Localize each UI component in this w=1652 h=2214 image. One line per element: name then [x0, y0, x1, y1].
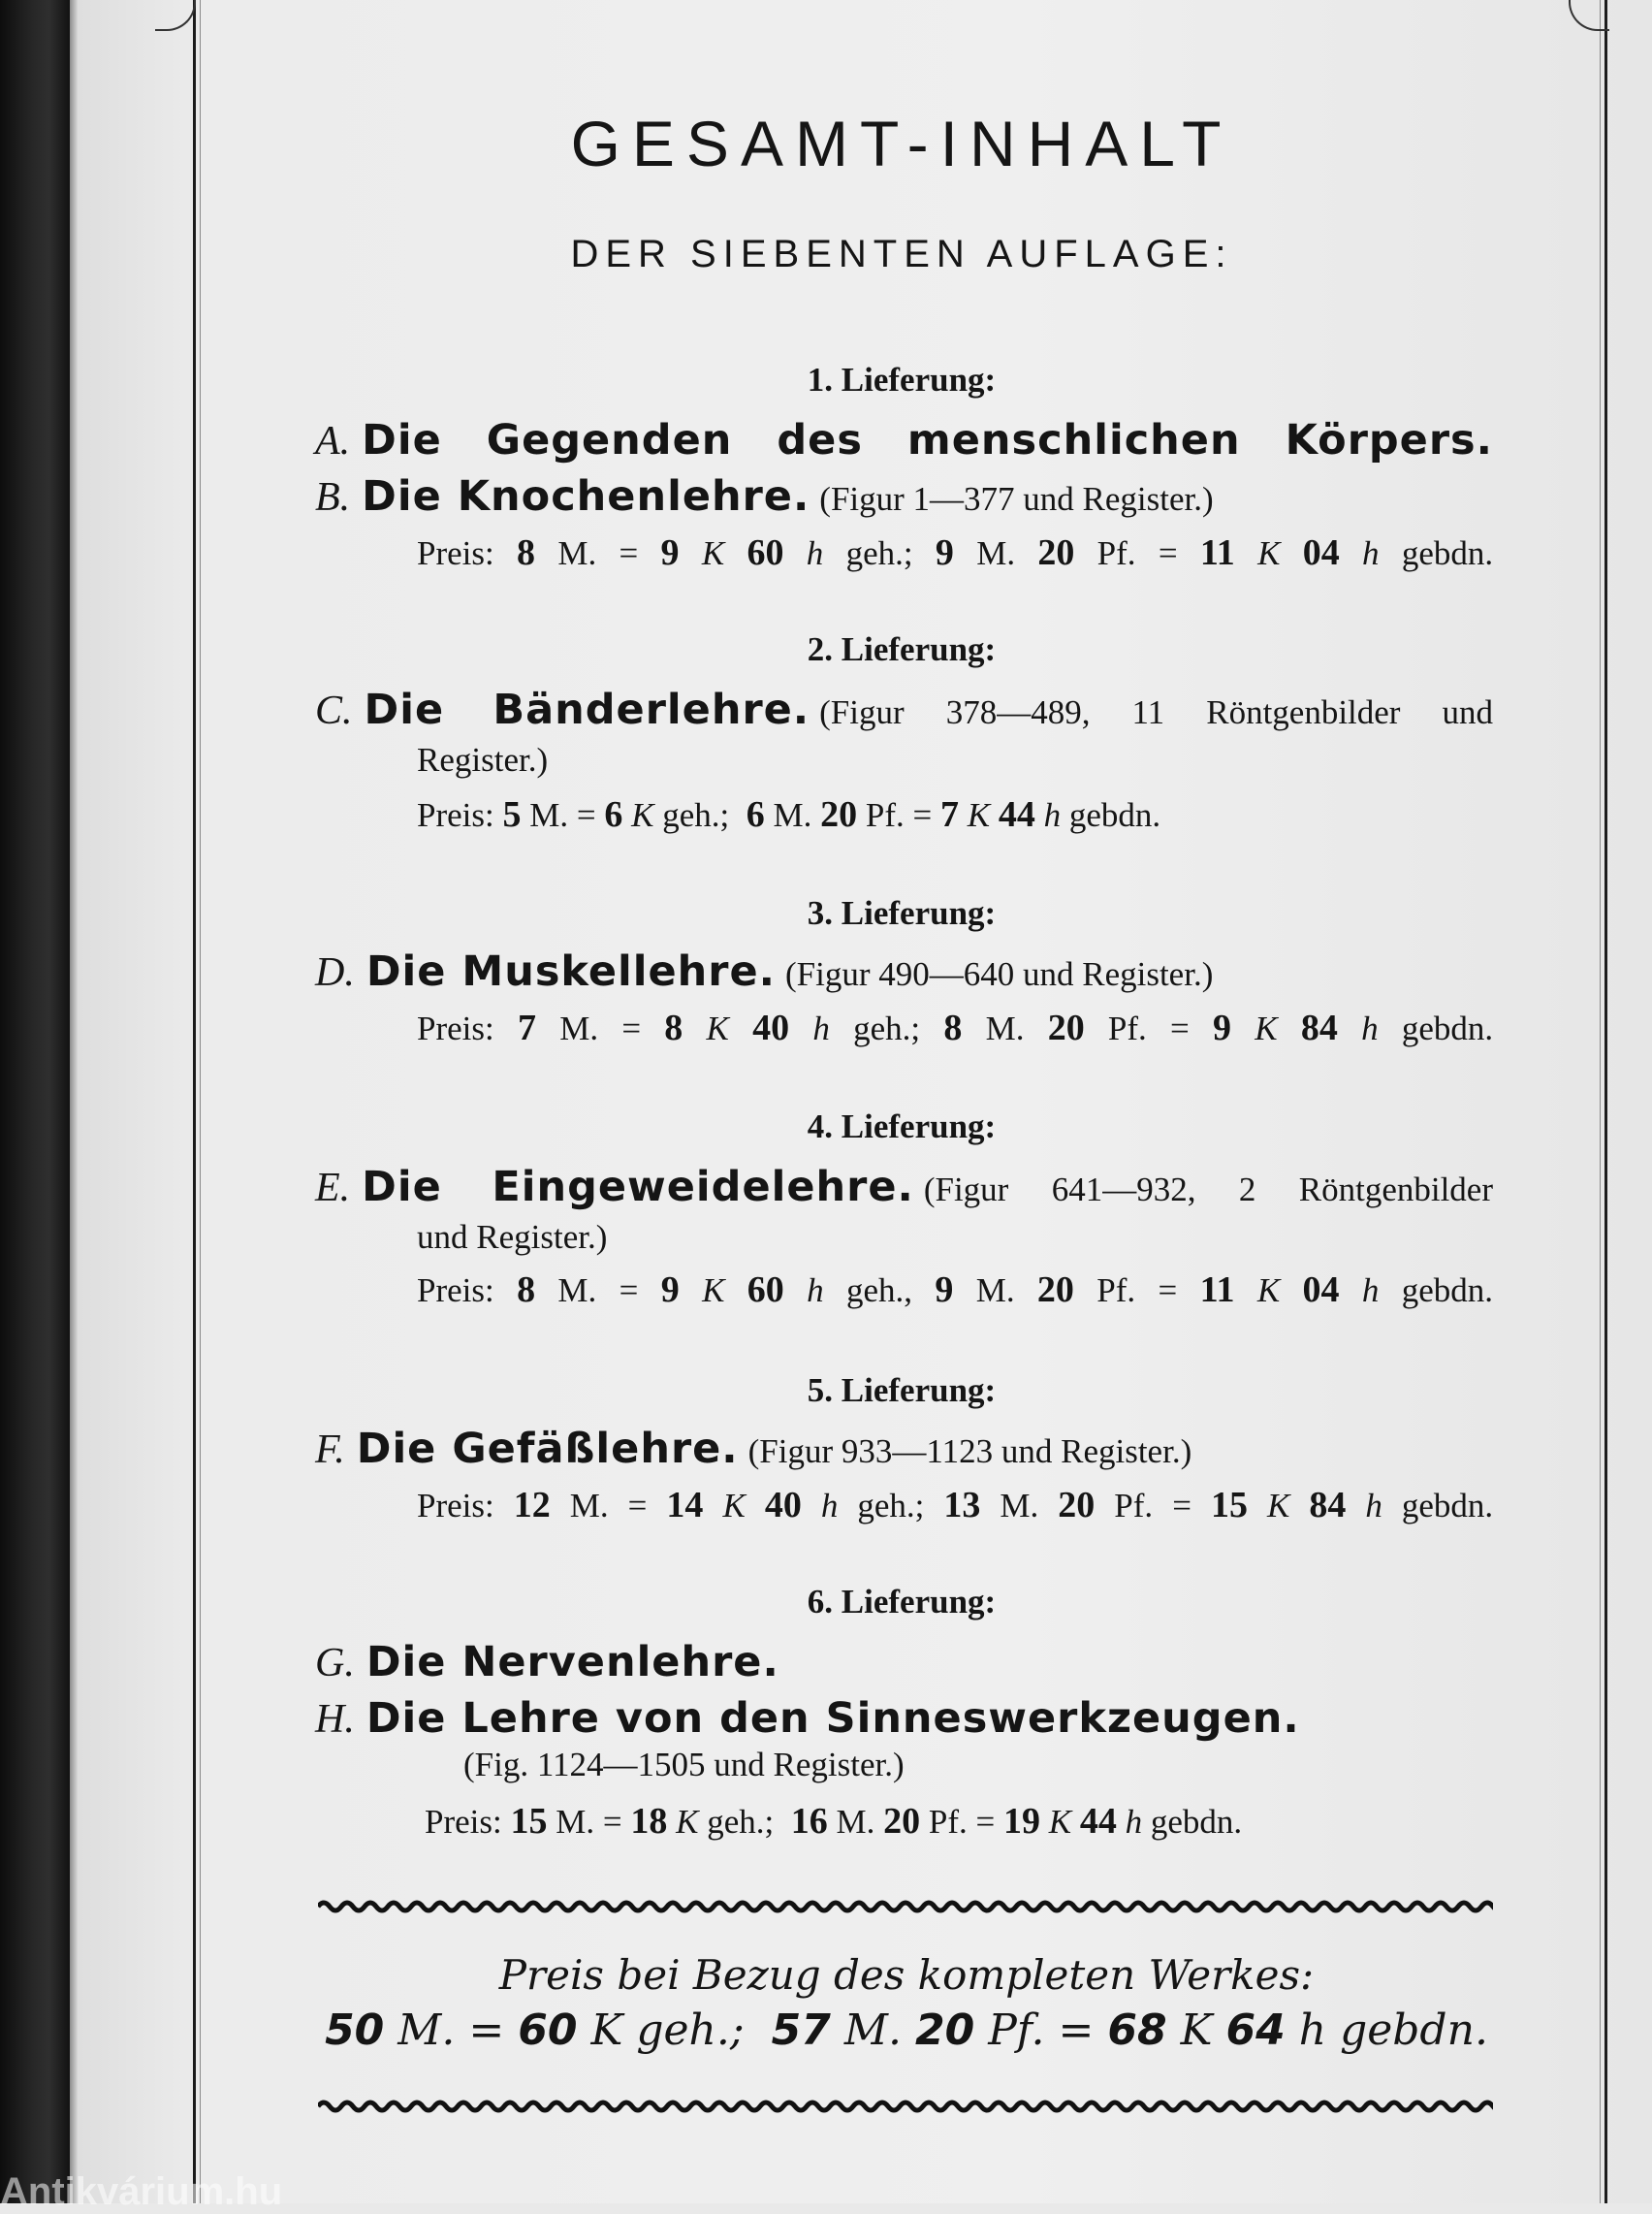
entry-figures: (Figur 490—640 und Register.) [784, 955, 1214, 993]
unit-m: M. [836, 1803, 875, 1841]
geh-label: geh.; [636, 2005, 745, 2055]
unit-m: M. [556, 1803, 595, 1841]
entry-title: Die Muskellehre. [365, 947, 776, 996]
lieferung-heading-3: 3. Lieferung: [807, 894, 997, 932]
unit-m: M. [569, 1487, 609, 1524]
unit-h: h [812, 1010, 830, 1047]
total-k-geh: 60 [518, 2005, 578, 2055]
unit-m: M. [1000, 1487, 1039, 1524]
entry-title: Die Gegenden des menschlichen Körpers. [362, 416, 1493, 465]
price-line-2 [417, 793, 1493, 836]
unit-k: K [1180, 2005, 1213, 2055]
entry-title: Die Knochenlehre. [362, 472, 810, 521]
price-m-gebdn: 6 [746, 794, 765, 835]
entry-figures: (Figur 378—489, 11 Röntgenbilder und [819, 693, 1493, 731]
price-pf-gebdn: 20 [1036, 1269, 1074, 1310]
unit-pf: Pf. [1096, 1271, 1136, 1309]
equals: = [576, 796, 596, 834]
equals: = [1058, 2005, 1095, 2055]
page-frame-left [193, 0, 196, 2203]
entry-letter: E. [315, 1166, 351, 1210]
price-m-gebdn: 9 [935, 1269, 954, 1310]
wavy-rule-bottom [318, 2095, 1493, 2118]
price-k-gebdn: 9 [1213, 1008, 1232, 1048]
entry-letter: D. [315, 950, 355, 995]
total-price-line [320, 2005, 1493, 2055]
lieferung-heading-1: 1. Lieferung: [807, 361, 997, 399]
price-m-gebdn: 8 [943, 1008, 963, 1048]
unit-pf: Pf. [1096, 534, 1136, 572]
price-m-geh: 15 [510, 1801, 548, 1842]
price-pf-gebdn: 20 [1058, 1485, 1096, 1525]
unit-k: K [1255, 1010, 1278, 1047]
price-line-1 [417, 531, 1493, 574]
entry-letter: A. [315, 419, 351, 464]
price-label: Preis: [417, 1010, 494, 1047]
price-m-gebdn: 16 [790, 1801, 828, 1842]
entry-figures: (Figur 641—932, 2 Röntgenbilder [923, 1171, 1493, 1208]
page-frame-right-inner [1600, 0, 1601, 2203]
price-m-geh: 7 [517, 1008, 536, 1048]
price-line-5 [417, 1484, 1493, 1526]
entry-h [315, 1693, 1493, 1743]
unit-m: M. [975, 1271, 1015, 1309]
entry-continuation: und Register.) [417, 1218, 608, 1256]
price-h-gebdn: 44 [998, 794, 1035, 835]
entry-title: Die Lehre von den Sinneswerkzeugen. [365, 1694, 1300, 1743]
unit-k: K [1266, 1487, 1290, 1524]
price-k-gebdn: 11 [1199, 1269, 1235, 1310]
unit-pf: Pf. [928, 1803, 968, 1841]
price-k-gebdn: 19 [1002, 1801, 1040, 1842]
price-m-geh: 8 [517, 532, 536, 573]
equals: = [619, 534, 639, 572]
unit-k: K [1257, 534, 1281, 572]
price-label: Preis: [425, 1803, 502, 1841]
gebdn-label: gebdn. [1150, 1803, 1243, 1841]
gebdn-label: gebdn. [1401, 534, 1494, 572]
entry-letter: C. [315, 689, 353, 733]
price-pf-gebdn: 20 [820, 794, 858, 835]
book-page [78, 0, 1652, 2203]
price-m-gebdn: 9 [935, 532, 954, 573]
price-h-gebdn: 84 [1300, 1008, 1338, 1048]
total-k-gebdn: 68 [1107, 2005, 1167, 2055]
price-h-gebdn: 04 [1302, 1269, 1340, 1310]
gebdn-label: gebdn. [1401, 1010, 1494, 1047]
unit-m: M. [557, 534, 597, 572]
equals: = [627, 1487, 648, 1524]
unit-h: h [1365, 1487, 1382, 1524]
page-frame-left-inner [200, 0, 201, 2203]
entry-continuation: Register.) [417, 741, 549, 779]
price-label: Preis: [417, 796, 494, 834]
entry-title: Die Bänderlehre. [364, 686, 810, 734]
price-m-gebdn: 13 [943, 1485, 981, 1525]
entry-b [315, 471, 1493, 521]
geh-label: geh.; [845, 534, 913, 572]
price-h-geh: 40 [764, 1485, 802, 1525]
unit-k: K [676, 1803, 699, 1841]
price-h-gebdn: 44 [1079, 1801, 1117, 1842]
price-k-gebdn: 15 [1210, 1485, 1248, 1525]
unit-pf: Pf. [988, 2005, 1045, 2055]
unit-k: K [701, 534, 725, 572]
geh-label: geh.; [857, 1487, 925, 1524]
price-pf-gebdn: 20 [883, 1801, 921, 1842]
entry-letter: G. [315, 1641, 355, 1685]
geh-label: geh., [845, 1271, 913, 1309]
price-h-gebdn: 84 [1309, 1485, 1347, 1525]
gebdn-label: gebdn. [1401, 1487, 1494, 1524]
unit-k: K [1256, 1271, 1281, 1309]
price-h-geh: 60 [747, 532, 784, 573]
price-line-6 [425, 1800, 1501, 1843]
price-label: Preis: [417, 534, 494, 572]
unit-m: M. [559, 1010, 599, 1047]
total-h-gebdn: 64 [1225, 2005, 1286, 2055]
price-k-geh: 6 [604, 794, 623, 835]
entry-letter: H. [315, 1697, 355, 1742]
total-m-geh: 50 [325, 2005, 385, 2055]
lieferung-heading-2: 2. Lieferung: [807, 630, 997, 668]
entry-continuation: (Fig. 1124—1505 und Register.) [463, 1746, 905, 1783]
unit-h: h [1125, 1803, 1143, 1841]
unit-m: M. [976, 534, 1016, 572]
unit-k: K [590, 2005, 623, 2055]
page-title: GESAMT-INHALT [570, 108, 1233, 179]
price-pf-gebdn: 20 [1047, 1008, 1085, 1048]
equals: = [1172, 1487, 1191, 1524]
unit-h: h [1043, 796, 1062, 834]
watermark: Antikvárium.hu [0, 2170, 283, 2213]
unit-h: h [1362, 534, 1380, 572]
price-k-geh: 9 [660, 532, 680, 573]
equals: = [621, 1010, 642, 1047]
unit-m: M. [529, 796, 569, 834]
equals: = [602, 1803, 622, 1841]
equals: = [1158, 1271, 1178, 1309]
unit-h: h [820, 1487, 839, 1524]
unit-m: M. [773, 796, 812, 834]
gebdn-label: gebdn. [1340, 2005, 1488, 2055]
gebdn-label: gebdn. [1401, 1271, 1494, 1309]
unit-h: h [1361, 1271, 1380, 1309]
unit-m: M. [843, 2005, 902, 2055]
price-label: Preis: [417, 1487, 494, 1524]
book-spine [0, 0, 70, 2203]
price-m-geh: 8 [517, 1269, 536, 1310]
wavy-rule-top [318, 1895, 1493, 1918]
gebdn-label: gebdn. [1068, 796, 1161, 834]
unit-h: h [1361, 1010, 1379, 1047]
unit-k: K [1048, 1803, 1072, 1841]
price-line-4 [417, 1268, 1493, 1311]
entry-figures: (Figur 933—1123 und Register.) [747, 1432, 1192, 1470]
price-k-gebdn: 7 [939, 794, 959, 835]
geh-label: geh.; [662, 796, 730, 834]
unit-k: K [706, 1010, 729, 1047]
equals: = [468, 2005, 505, 2055]
equals: = [975, 1803, 996, 1841]
price-k-geh: 9 [660, 1269, 680, 1310]
entry-c [315, 685, 1493, 734]
entry-letter: F. [315, 1428, 345, 1472]
price-m-geh: 12 [513, 1485, 551, 1525]
entry-f [315, 1424, 1493, 1473]
page-frame-right [1604, 0, 1607, 2203]
entry-figures: (Figur 1—377 und Register.) [819, 480, 1214, 518]
equals: = [1170, 1010, 1190, 1047]
price-pf-gebdn: 20 [1037, 532, 1075, 573]
unit-m: M. [557, 1271, 597, 1309]
price-h-geh: 40 [752, 1008, 790, 1048]
unit-k: K [702, 1271, 725, 1309]
total-m-gebdn: 57 [771, 2005, 831, 2055]
entry-e [315, 1162, 1493, 1211]
price-h-geh: 60 [747, 1269, 784, 1310]
unit-h: h [1298, 2005, 1327, 2055]
equals: = [912, 796, 933, 834]
lieferung-heading-6: 6. Lieferung: [807, 1583, 997, 1620]
unit-h: h [807, 1271, 824, 1309]
total-heading: Preis bei Bezug des kompleten Werkes: [498, 1951, 1315, 1999]
price-k-geh: 8 [664, 1008, 683, 1048]
price-k-gebdn: 11 [1199, 532, 1235, 573]
price-m-geh: 5 [502, 794, 522, 835]
entry-title: Die Eingeweidelehre. [362, 1163, 914, 1211]
entry-letter: B. [315, 475, 351, 520]
geh-label: geh.; [707, 1803, 775, 1841]
price-line-3 [417, 1007, 1493, 1049]
lieferung-heading-4: 4. Lieferung: [807, 1107, 997, 1145]
unit-m: M. [985, 1010, 1025, 1047]
total-pf-gebdn: 20 [914, 2005, 975, 2055]
price-k-geh: 18 [630, 1801, 668, 1842]
page-subtitle: DER SIEBENTEN AUFLAGE: [570, 233, 1233, 275]
entry-title: Die Nervenlehre. [365, 1638, 779, 1686]
unit-k: K [631, 796, 654, 834]
unit-k: K [967, 796, 991, 834]
price-h-gebdn: 04 [1302, 532, 1340, 573]
unit-h: h [806, 534, 824, 572]
unit-pf: Pf. [1114, 1487, 1154, 1524]
entry-d [315, 947, 1493, 996]
entry-title: Die Gefäßlehre. [356, 1425, 739, 1473]
unit-k: K [722, 1487, 746, 1524]
unit-pf: Pf. [1107, 1010, 1147, 1047]
lieferung-heading-5: 5. Lieferung: [807, 1371, 997, 1409]
unit-pf: Pf. [865, 796, 905, 834]
entry-g [315, 1637, 1493, 1686]
price-k-geh: 14 [666, 1485, 704, 1525]
equals: = [619, 1271, 639, 1309]
unit-m: M. [397, 2005, 456, 2055]
equals: = [1158, 534, 1178, 572]
price-label: Preis: [417, 1271, 494, 1309]
spine-edge [70, 0, 78, 2203]
entry-a [315, 415, 1493, 465]
geh-label: geh.; [853, 1010, 921, 1047]
